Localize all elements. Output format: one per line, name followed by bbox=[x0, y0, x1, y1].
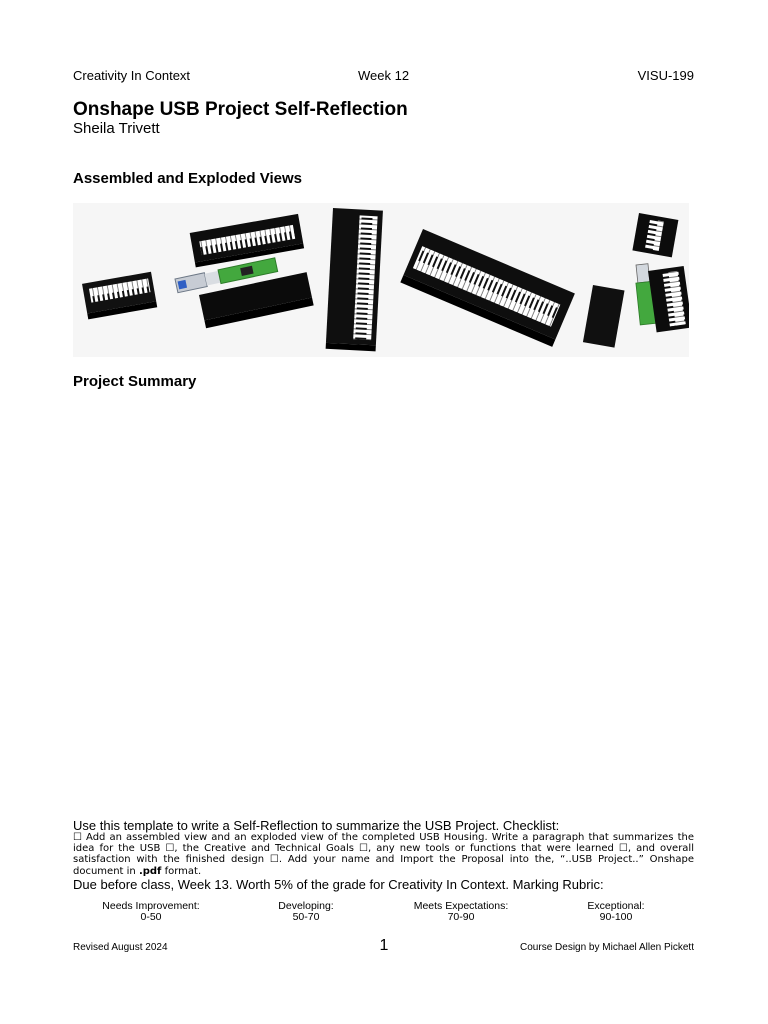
vertical-piano-render bbox=[326, 208, 383, 351]
header-course: Creativity In Context bbox=[73, 68, 191, 83]
due-date-text: Due before class, Week 13. Worth 5% of the grade for Creativity In Context. Marking Rubric: bbox=[73, 877, 604, 892]
exploded-piano-render bbox=[175, 214, 314, 328]
rubric-label: Needs Improvement: bbox=[102, 900, 200, 912]
rubric-range: 50-70 bbox=[292, 911, 320, 923]
page-title: Onshape USB Project Self-Reflection bbox=[73, 99, 408, 120]
footer-credit: Course Design by Michael Allen Pickett bbox=[520, 942, 694, 953]
pdf-format-label: .pdf bbox=[138, 865, 162, 877]
header-week: Week 12 bbox=[358, 68, 410, 83]
section-heading-views: Assembled and Exploded Views bbox=[73, 170, 302, 187]
rubric-item bbox=[396, 901, 526, 923]
page-number: 1 bbox=[379, 937, 389, 954]
assembled-exploded-views-image bbox=[73, 203, 689, 357]
exploded-vertical-piano-render bbox=[583, 213, 689, 348]
rubric-label: Developing: bbox=[278, 900, 334, 912]
section-heading-summary: Project Summary bbox=[73, 373, 197, 390]
rubric-range: 90-100 bbox=[599, 911, 633, 923]
checklist-text-end: format. bbox=[161, 865, 202, 877]
rubric-range: 70-90 bbox=[447, 911, 475, 923]
rubric-range: 0-50 bbox=[140, 911, 162, 923]
large-piano-render bbox=[400, 229, 575, 347]
rubric-item bbox=[241, 901, 371, 923]
checklist-text: ☐ Add an assembled view and an exploded view of the completed USB Housing. Write a paragraph that summarizes the idea for the USB ☐, the Creative and Technical Goals ☐, any new tools or functions that were learned ☐, and overall satisfaction with the finished design ☐. Add your name and Import the Proposal into the, “..USB Project..” Onshape document in bbox=[73, 832, 694, 877]
rubric-label: Meets Expectations: bbox=[413, 900, 509, 912]
header-course-code: VISU-199 bbox=[637, 68, 694, 83]
author-name: Sheila Trivett bbox=[73, 120, 160, 137]
rubric-item bbox=[86, 901, 216, 923]
rubric-item bbox=[551, 901, 681, 923]
small-piano-render bbox=[82, 272, 157, 320]
footer-revised: Revised August 2024 bbox=[73, 942, 168, 953]
rubric-label: Exceptional: bbox=[587, 900, 645, 912]
checklist-paragraph bbox=[73, 832, 694, 877]
instructions-intro: Use this template to write a Self-Reflection to summarize the USB Project. Checklist: bbox=[73, 818, 560, 833]
